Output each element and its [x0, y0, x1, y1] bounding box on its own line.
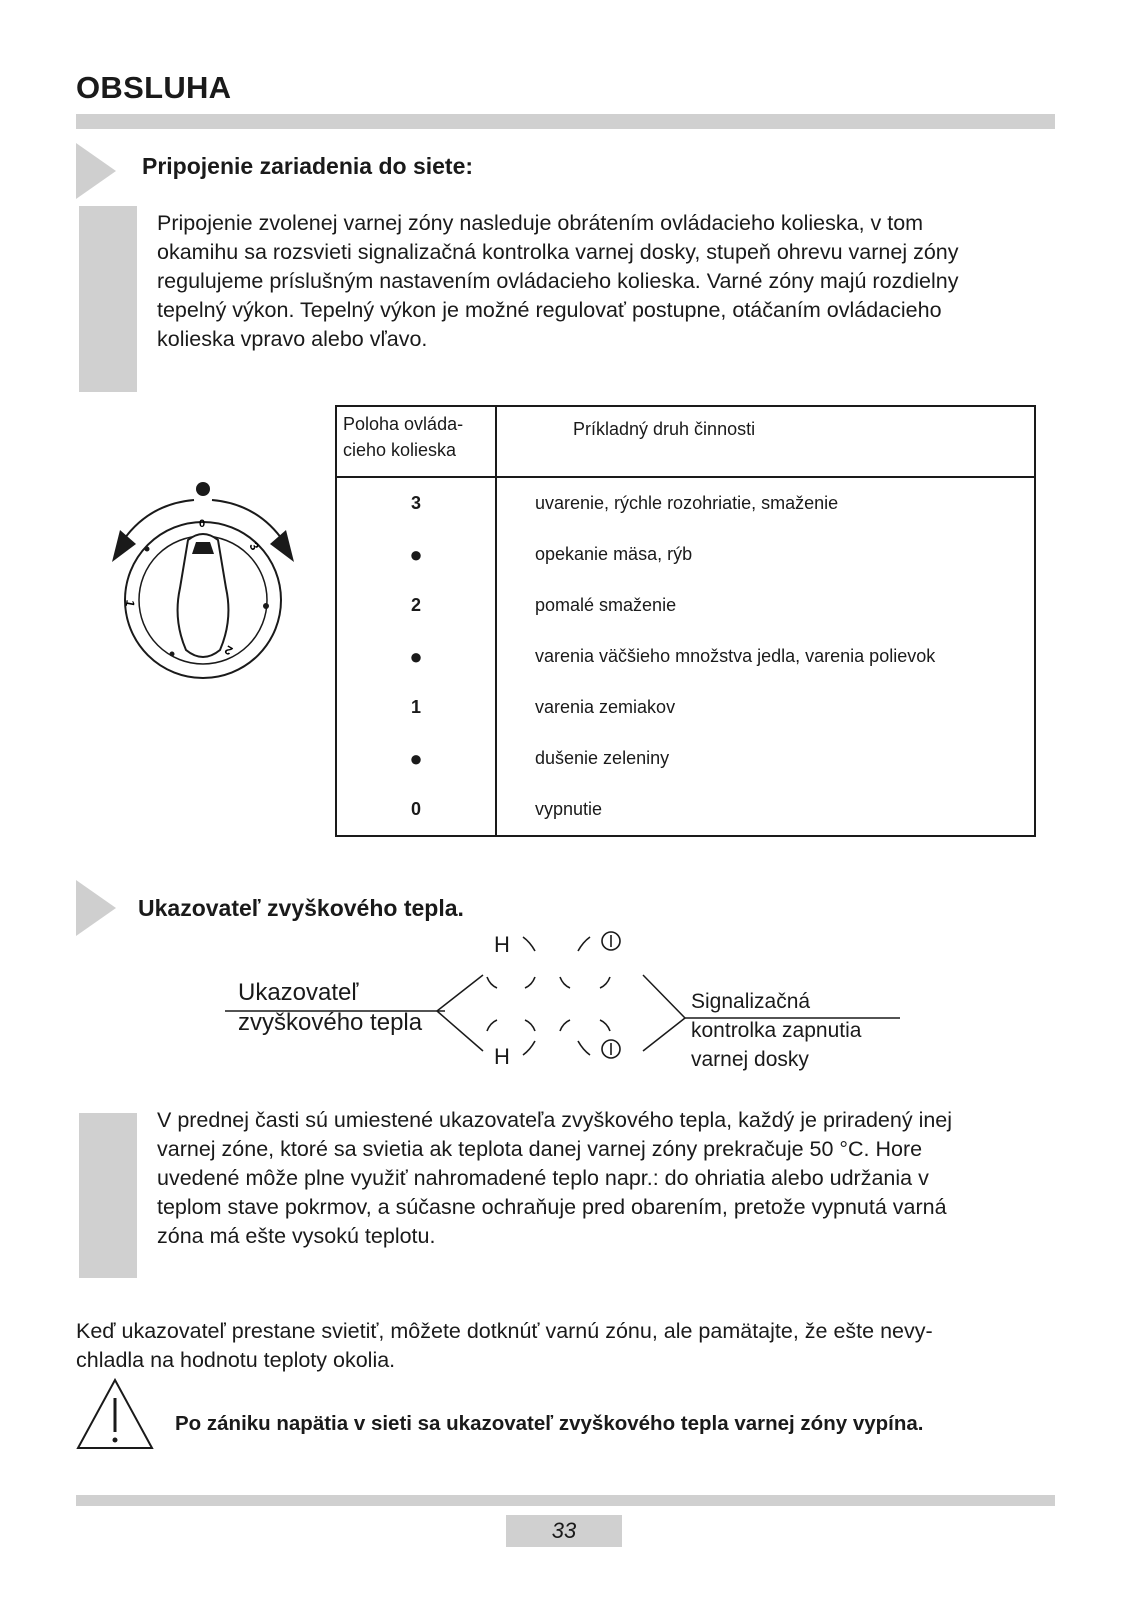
row-position: ● [409, 746, 423, 771]
knob-dot-marker [263, 603, 269, 609]
section-heading-residual-heat: Ukazovateľ zvyškového tepla. [138, 895, 464, 921]
paragraph-line: V prednej časti sú umiestené ukazovateľa zvyškového tepla, každý je priradený inej [157, 1108, 953, 1132]
paragraph-line: uvedené môže plne využiť nahromadené teplo napr.: do ohriatia alebo udržania v [157, 1166, 929, 1190]
warning-text: Po zániku napätia v sieti sa ukazovateľ zvyškového tepla varnej zóny vypína. [175, 1412, 924, 1435]
pointer-line [437, 975, 483, 1011]
row-activity: varenia zemiakov [535, 697, 676, 717]
paragraph-line: varnej zóne, ktoré sa svietia ak teplota danej varnej zóny prekračuje 50 °C. Hore [157, 1137, 923, 1161]
hob-indicator-diagram [225, 925, 905, 1075]
section-marker-icon [76, 880, 116, 936]
paragraph-line: Keď ukazovateľ prestane svietiť, môžete dotknúť varnú zónu, ale pamätajte, že ešte nevy- [76, 1319, 933, 1343]
arrow-right-icon [270, 530, 294, 562]
knob-position-dot-icon [196, 482, 210, 496]
paragraph-line: Pripojenie zvolenej varnej zóny nasleduje obrátením ovládacieho kolieska, v tom [157, 211, 924, 235]
table-header-position [343, 411, 493, 463]
page-title: OBSLUHA [76, 70, 232, 105]
paragraph-line: regulujeme príslušným nastavením ovládacieho kolieska. Varné zóny majú rozdielny [157, 269, 959, 293]
warning-triangle-icon [76, 1378, 154, 1450]
diagram-label-line: Ukazovateľ [238, 979, 359, 1006]
power-indicator-icon [602, 932, 620, 950]
page-number: 33 [551, 1518, 577, 1543]
diagram-label-line: varnej dosky [691, 1048, 809, 1071]
diagram-label-line: Signalizačná [691, 990, 811, 1013]
knob-label-zero: 0 [199, 518, 206, 530]
row-activity: opekanie mäsa, rýb [535, 544, 693, 564]
paragraph-line: teplom stave pokrmov, a súčasne ochraňuje pred obarením, pretože vypnutá varná [157, 1195, 947, 1219]
table-row [337, 580, 1034, 631]
header-line: cieho kolieska [343, 440, 457, 460]
row-activity: pomalé smaženie [535, 595, 677, 615]
table-row [337, 733, 1034, 784]
pointer-line [643, 975, 685, 1018]
row-position: 2 [410, 595, 421, 615]
table-row [337, 529, 1034, 580]
paragraph-side-bar [79, 1113, 137, 1278]
diagram-label-line: zvyškového tepla [238, 1009, 423, 1036]
h-indicator-bottom: H [494, 1044, 510, 1069]
section-heading-connection: Pripojenie zariadenia do siete: [142, 153, 474, 179]
table-row [337, 682, 1034, 733]
row-position: 1 [410, 697, 421, 717]
table-header-activity: Príkladný druh činnosti [573, 419, 756, 439]
diagram-label-line: kontrolka zapnutia [691, 1019, 862, 1042]
paragraph-line: tepelný výkon. Tepelný výkon je možné regulovať postupne, otáčaním ovládacieho [157, 298, 942, 322]
row-position: 3 [410, 493, 421, 513]
paragraph-side-bar [79, 206, 137, 392]
paragraph-line: okamihu sa rozsvieti signalizačná kontrolka varnej dosky, stupeň ohrevu varnej zóny [157, 240, 959, 264]
arrow-left-icon [112, 530, 136, 562]
row-activity: varenia väčšieho množstva jedla, varenia polievok [535, 646, 936, 666]
paragraph-line: kolieska vpravo alebo vľavo. [157, 327, 428, 351]
control-knob-illustration [108, 470, 298, 700]
section2-paragraph [157, 1106, 1055, 1251]
header-line: Poloha ovláda- [343, 414, 464, 434]
paragraph-line: chladla na hodnotu teploty okolia. [76, 1348, 396, 1372]
note-paragraph [76, 1317, 1056, 1375]
h-indicator-top: H [494, 932, 510, 957]
section-marker-icon [76, 143, 116, 199]
row-position: ● [409, 644, 423, 669]
power-indicator-icon [602, 1040, 620, 1058]
row-activity: dušenie zeleniny [535, 748, 670, 768]
header-rule [76, 114, 1055, 129]
pointer-line [643, 1018, 685, 1051]
footer-rule [76, 1495, 1055, 1506]
row-position: ● [409, 542, 423, 567]
table-row [337, 631, 1034, 682]
knob-label-two: 2 [222, 642, 235, 659]
row-activity: vypnutie [535, 799, 603, 819]
paragraph-line: zóna má ešte vysokú teplotu. [157, 1224, 436, 1248]
row-activity: uvarenie, rýchle rozohriatie, smaženie [535, 493, 839, 513]
table-row [337, 784, 1034, 835]
table-row [337, 478, 1034, 529]
knob-dot-marker [170, 652, 175, 657]
knob-position-table [335, 405, 1036, 837]
row-position: 0 [410, 799, 421, 819]
knob-dot-marker [145, 547, 150, 552]
knob-label-one: 1 [122, 598, 138, 608]
hob-zone-marks [487, 937, 610, 1055]
pointer-line [437, 1011, 483, 1051]
section1-paragraph [157, 209, 1055, 354]
knob-label-three: 3 [246, 539, 262, 553]
